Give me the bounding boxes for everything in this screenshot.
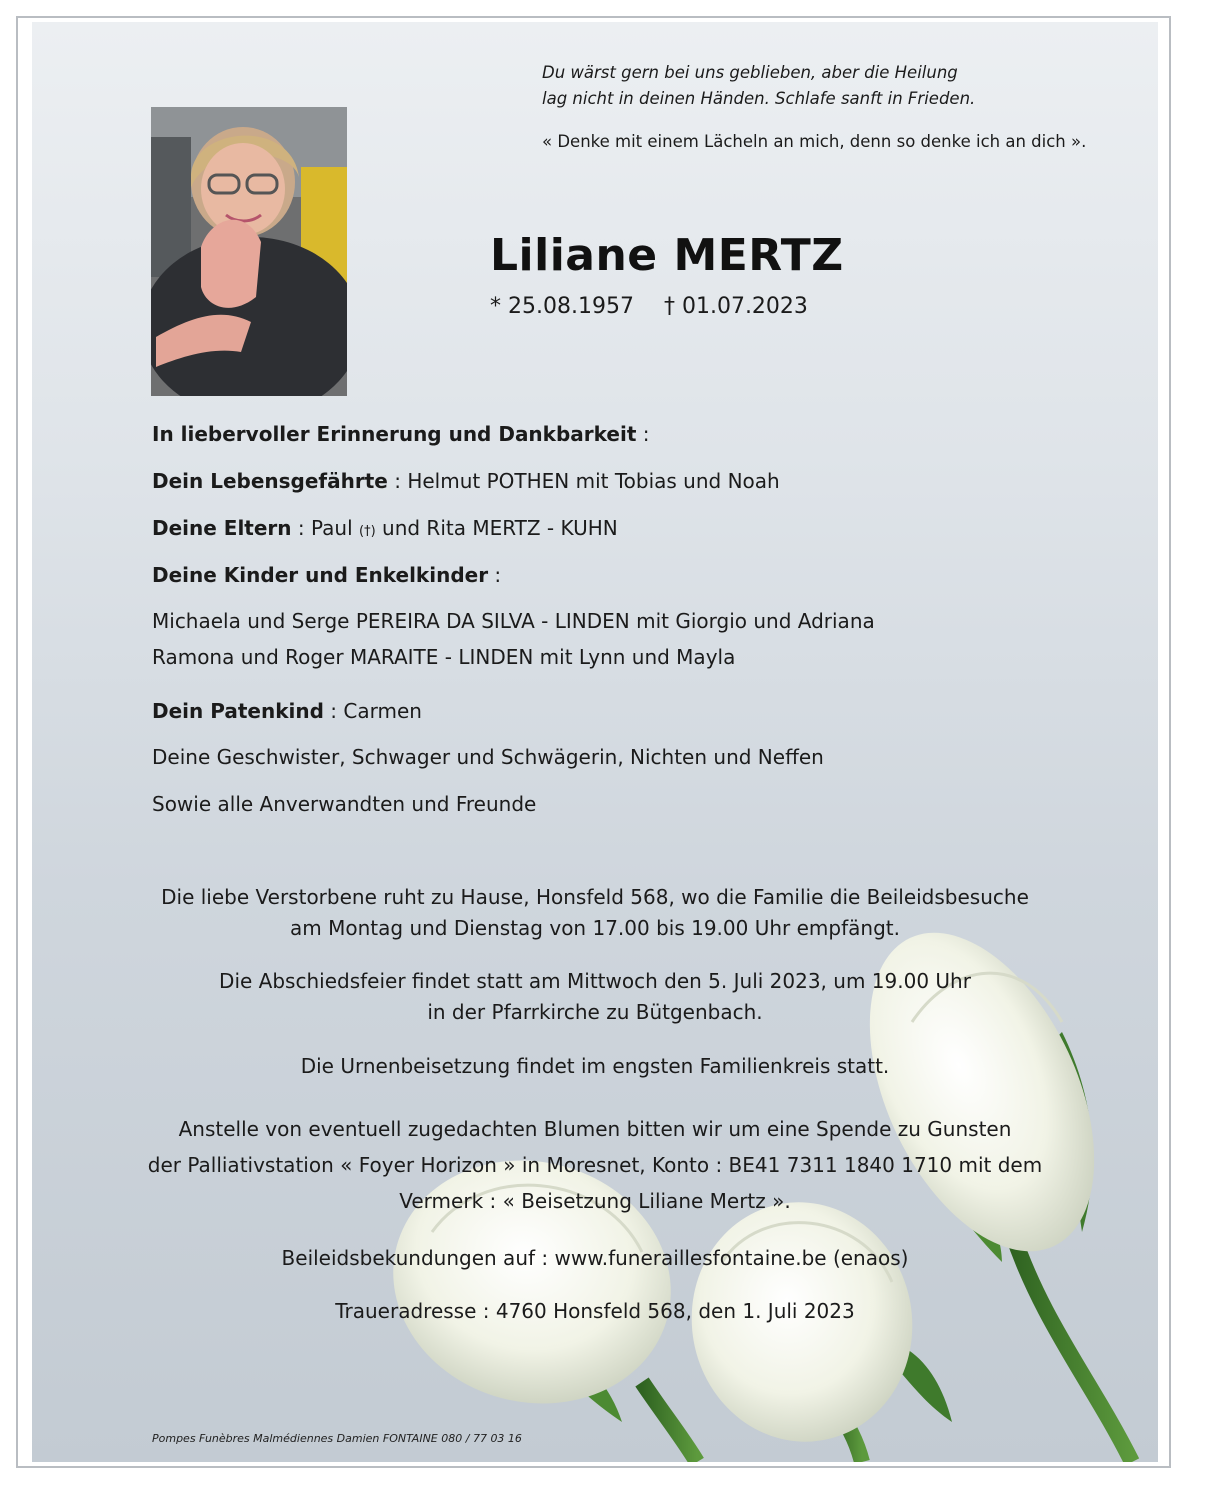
relatives-line: Sowie alle Anverwandten und Freunde xyxy=(152,792,537,816)
intro-line: In liebervoller Erinnerung und Dankbarkeit : xyxy=(152,422,650,446)
funeral-home-footer: Pompes Funèbres Malmédiennes Damien FONTAINE 080 / 77 03 16 xyxy=(152,1432,522,1445)
birth-date: * 25.08.1957 xyxy=(490,294,634,319)
poem-line: lag nicht in deinen Händen. Schlafe sanft in Frieden. xyxy=(542,89,976,108)
obituary-card xyxy=(32,22,1158,1462)
cross-mark: (†) xyxy=(359,524,376,539)
mourning-address: Traueradresse : 4760 Honsfeld 568, den 1. Juli 2023 xyxy=(335,1299,855,1323)
visitation-paragraph: Die liebe Verstorbene ruht zu Hause, Honsfeld 568, wo die Familie die Beileidsbesuche am Montag und Dienstag von 17.00 bis 19.00 Uhr empfängt. xyxy=(161,885,1029,940)
condolences-line: Beileidsbekundungen auf : www.funeraillesfontaine.be (enaos) xyxy=(281,1246,909,1270)
portrait-photo xyxy=(151,107,347,396)
poem-line: Du wärst gern bei uns geblieben, aber die Heilung xyxy=(542,63,958,82)
partner-line: Dein Lebensgefährte : Helmut POTHEN mit Tobias und Noah xyxy=(152,469,780,493)
child-line: Michaela und Serge PEREIRA DA SILVA - LINDEN mit Giorgio und Adriana xyxy=(152,609,875,633)
donation-paragraph: Anstelle von eventuell zugedachten Blumen bitten wir um eine Spende zu Gunsten der Palliativstation « Foyer Horizon » in Moresnet, Konto : BE41 7311 1840 1710 mit dem Vermerk : « Beisetzung Liliane Mertz ». xyxy=(147,1117,1043,1213)
godchild-line: Dein Patenkind : Carmen xyxy=(152,699,422,723)
children-heading: Deine Kinder und Enkelkinder : xyxy=(152,563,502,587)
siblings-line: Deine Geschwister, Schwager und Schwägerin, Nichten und Neffen xyxy=(152,745,824,769)
death-date: † 01.07.2023 xyxy=(663,294,808,319)
deceased-name: Liliane MERTZ xyxy=(490,230,844,281)
parents-line: Deine Eltern : Paul (†) und Rita MERTZ - KUHN xyxy=(152,516,618,540)
life-dates xyxy=(490,294,808,319)
poem xyxy=(542,60,1142,112)
burial-paragraph: Die Urnenbeisetzung findet im engsten Familienkreis statt. xyxy=(300,1054,890,1078)
quote: « Denke mit einem Lächeln an mich, denn so denke ich an dich ». xyxy=(542,132,1087,151)
ceremony-paragraph: Die Abschiedsfeier findet statt am Mittwoch den 5. Juli 2023, um 19.00 Uhr in der Pfarrkirche zu Bütgenbach. xyxy=(219,969,971,1024)
child-line: Ramona und Roger MARAITE - LINDEN mit Lynn und Mayla xyxy=(152,645,736,669)
